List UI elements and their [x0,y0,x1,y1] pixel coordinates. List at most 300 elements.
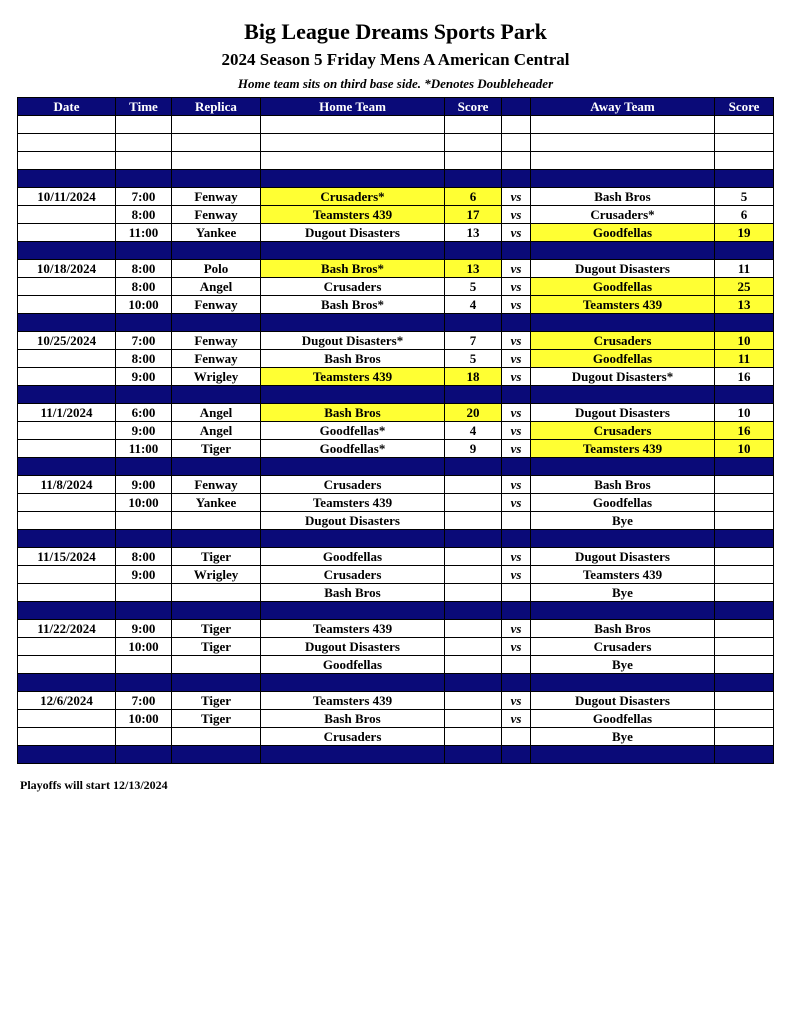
away-team-cell: Crusaders [531,422,715,440]
game-row [18,494,774,512]
date-cell [18,674,116,692]
home-score-cell: 17 [445,206,502,224]
home-team-cell [261,242,445,260]
away-score-cell: 13 [715,296,774,314]
home-team-cell [261,530,445,548]
home-score-cell [445,638,502,656]
game-row [18,278,774,296]
time-cell: 9:00 [116,620,172,638]
vs-cell: vs [502,440,531,458]
replica-cell [172,152,261,170]
away-score-cell [715,152,774,170]
col-header-time: Time [116,98,172,116]
replica-cell [172,530,261,548]
vs-cell [502,746,531,764]
blank-row [18,134,774,152]
away-team-cell: Goodfellas [531,224,715,242]
time-cell [116,746,172,764]
home-team-cell: Dugout Disasters* [261,332,445,350]
page-title: Big League Dreams Sports Park [244,19,547,44]
away-team-cell: Dugout Disasters [531,692,715,710]
game-row [18,638,774,656]
time-cell [116,170,172,188]
away-score-cell: 25 [715,278,774,296]
time-cell: 7:00 [116,692,172,710]
replica-cell: Tiger [172,620,261,638]
vs-cell: vs [502,296,531,314]
col-header-away-team: Away Team [531,98,715,116]
replica-cell [172,602,261,620]
replica-cell: Tiger [172,692,261,710]
home-score-cell: 4 [445,422,502,440]
time-cell: 11:00 [116,440,172,458]
home-score-cell [445,530,502,548]
blank-row [18,152,774,170]
away-score-cell: 16 [715,368,774,386]
replica-cell [172,584,261,602]
time-cell: 8:00 [116,278,172,296]
date-cell [18,602,116,620]
game-row [18,350,774,368]
home-team-cell [261,746,445,764]
away-score-cell [715,656,774,674]
home-score-cell: 5 [445,350,502,368]
vs-cell [502,458,531,476]
time-cell [116,152,172,170]
time-cell: 10:00 [116,638,172,656]
away-team-cell: Dugout Disasters [531,260,715,278]
away-score-cell [715,458,774,476]
date-cell [18,206,116,224]
replica-cell: Angel [172,278,261,296]
separator-row [18,602,774,620]
home-score-cell [445,476,502,494]
home-score-cell [445,674,502,692]
home-team-cell [261,602,445,620]
home-team-cell [261,386,445,404]
away-team-cell [531,170,715,188]
home-score-cell [445,602,502,620]
blank-row [18,116,774,134]
col-header-home-score: Score [445,98,502,116]
away-team-cell: Crusaders* [531,206,715,224]
home-score-cell: 18 [445,368,502,386]
away-score-cell: 10 [715,404,774,422]
home-team-cell: Goodfellas* [261,422,445,440]
vs-cell: vs [502,206,531,224]
vs-cell [502,314,531,332]
replica-cell: Fenway [172,332,261,350]
away-score-cell [715,710,774,728]
home-team-cell: Crusaders [261,278,445,296]
time-cell [116,512,172,530]
replica-cell [172,242,261,260]
date-cell [18,458,116,476]
away-team-cell: Goodfellas [531,710,715,728]
date-cell [18,746,116,764]
away-score-cell [715,566,774,584]
away-team-cell [531,116,715,134]
home-team-cell [261,134,445,152]
date-cell [18,134,116,152]
home-score-cell [445,242,502,260]
away-team-cell [531,134,715,152]
home-score-cell: 9 [445,440,502,458]
date-cell: 10/11/2024 [18,188,116,206]
time-cell: 8:00 [116,350,172,368]
home-team-cell: Teamsters 439 [261,620,445,638]
away-score-cell: 11 [715,350,774,368]
away-team-cell: Bye [531,584,715,602]
game-row [18,224,774,242]
date-cell [18,422,116,440]
replica-cell [172,134,261,152]
replica-cell [172,728,261,746]
home-score-cell: 20 [445,404,502,422]
home-team-cell [261,458,445,476]
game-row [18,404,774,422]
date-cell [18,530,116,548]
vs-cell: vs [502,476,531,494]
home-team-cell: Crusaders* [261,188,445,206]
away-team-cell: Bye [531,728,715,746]
away-score-cell: 10 [715,332,774,350]
date-cell [18,710,116,728]
home-score-cell [445,692,502,710]
away-score-cell: 5 [715,188,774,206]
away-team-cell [531,674,715,692]
date-cell [18,296,116,314]
away-team-cell [531,746,715,764]
date-cell: 12/6/2024 [18,692,116,710]
home-score-cell [445,494,502,512]
away-team-cell: Teamsters 439 [531,566,715,584]
away-team-cell: Goodfellas [531,278,715,296]
time-cell: 7:00 [116,332,172,350]
game-row [18,332,774,350]
home-score-cell: 13 [445,260,502,278]
home-team-cell: Crusaders [261,566,445,584]
away-team-cell [531,386,715,404]
date-cell [18,350,116,368]
home-team-cell [261,674,445,692]
home-team-cell: Dugout Disasters [261,512,445,530]
away-team-cell [531,314,715,332]
replica-cell [172,746,261,764]
col-header-replica: Replica [172,98,261,116]
home-team-cell: Goodfellas [261,548,445,566]
time-cell: 7:00 [116,188,172,206]
away-team-cell [531,530,715,548]
time-cell: 6:00 [116,404,172,422]
date-cell [18,494,116,512]
away-team-cell: Crusaders [531,332,715,350]
vs-cell: vs [502,260,531,278]
date-cell [18,170,116,188]
away-score-cell [715,746,774,764]
vs-cell [502,728,531,746]
away-score-cell [715,530,774,548]
time-cell [116,602,172,620]
replica-cell [172,674,261,692]
separator-row [18,386,774,404]
date-cell [18,224,116,242]
date-cell [18,314,116,332]
game-row [18,476,774,494]
away-team-cell: Bash Bros [531,620,715,638]
away-score-cell: 6 [715,206,774,224]
date-cell: 10/18/2024 [18,260,116,278]
replica-cell: Fenway [172,296,261,314]
home-score-cell [445,170,502,188]
away-team-cell [531,458,715,476]
home-team-cell: Teamsters 439 [261,206,445,224]
away-score-cell [715,494,774,512]
vs-cell: vs [502,710,531,728]
date-cell [18,242,116,260]
away-team-cell: Dugout Disasters* [531,368,715,386]
home-score-cell: 7 [445,332,502,350]
vs-cell [502,530,531,548]
away-score-cell [715,476,774,494]
col-header-vs [502,98,531,116]
home-team-cell: Goodfellas* [261,440,445,458]
vs-cell [502,386,531,404]
date-cell [18,656,116,674]
away-team-cell: Goodfellas [531,350,715,368]
home-team-cell: Goodfellas [261,656,445,674]
away-score-cell [715,602,774,620]
away-team-cell: Dugout Disasters [531,404,715,422]
vs-cell: vs [502,332,531,350]
replica-cell: Fenway [172,350,261,368]
away-score-cell: 16 [715,422,774,440]
game-row [18,566,774,584]
schedule-table [17,97,774,764]
time-cell [116,386,172,404]
separator-row [18,746,774,764]
home-team-cell: Bash Bros* [261,296,445,314]
away-team-cell: Dugout Disasters [531,548,715,566]
vs-cell: vs [502,566,531,584]
game-row [18,656,774,674]
vs-cell [502,602,531,620]
game-row [18,296,774,314]
home-team-cell [261,170,445,188]
game-row [18,422,774,440]
away-team-cell: Bye [531,656,715,674]
vs-cell [502,116,531,134]
home-score-cell [445,746,502,764]
col-header-date: Date [18,98,116,116]
date-cell [18,512,116,530]
game-row [18,620,774,638]
away-score-cell [715,386,774,404]
home-team-cell: Bash Bros [261,584,445,602]
home-score-cell [445,728,502,746]
away-score-cell [715,314,774,332]
away-score-cell [715,728,774,746]
page-subtitle: 2024 Season 5 Friday Mens A American Central [221,50,570,69]
header-row [18,98,774,116]
time-cell [116,674,172,692]
replica-cell: Wrigley [172,368,261,386]
col-header-away-score: Score [715,98,774,116]
vs-cell: vs [502,188,531,206]
date-cell [18,278,116,296]
date-cell [18,386,116,404]
home-score-cell: 6 [445,188,502,206]
vs-cell [502,242,531,260]
away-team-cell: Bash Bros [531,188,715,206]
away-team-cell [531,602,715,620]
game-row [18,548,774,566]
replica-cell: Wrigley [172,566,261,584]
time-cell [116,530,172,548]
replica-cell: Tiger [172,710,261,728]
date-cell: 11/15/2024 [18,548,116,566]
col-header-home-team: Home Team [261,98,445,116]
home-team-cell: Bash Bros [261,350,445,368]
date-cell [18,584,116,602]
away-score-cell: 19 [715,224,774,242]
home-team-cell: Dugout Disasters [261,638,445,656]
replica-cell: Angel [172,404,261,422]
home-team-cell [261,116,445,134]
vs-cell [502,674,531,692]
vs-cell: vs [502,404,531,422]
home-team-cell: Teamsters 439 [261,368,445,386]
schedule-body [18,116,774,764]
away-score-cell [715,674,774,692]
time-cell: 9:00 [116,422,172,440]
away-score-cell [715,242,774,260]
separator-row [18,674,774,692]
date-cell [18,152,116,170]
vs-cell: vs [502,638,531,656]
vs-cell: vs [502,692,531,710]
replica-cell: Fenway [172,188,261,206]
home-score-cell [445,512,502,530]
vs-cell: vs [502,548,531,566]
replica-cell: Yankee [172,494,261,512]
game-row [18,368,774,386]
home-score-cell: 4 [445,296,502,314]
time-cell [116,116,172,134]
game-row [18,206,774,224]
time-cell: 10:00 [116,710,172,728]
date-cell [18,638,116,656]
home-score-cell: 5 [445,278,502,296]
vs-cell: vs [502,368,531,386]
vs-cell: vs [502,278,531,296]
home-team-note: Home team sits on third base side. *Denotes Doubleheader [237,76,554,91]
away-score-cell: 11 [715,260,774,278]
home-team-cell: Dugout Disasters [261,224,445,242]
home-score-cell [445,116,502,134]
time-cell: 9:00 [116,476,172,494]
time-cell: 10:00 [116,494,172,512]
away-score-cell [715,134,774,152]
time-cell [116,134,172,152]
date-cell: 11/22/2024 [18,620,116,638]
home-score-cell [445,584,502,602]
separator-row [18,242,774,260]
away-score-cell [715,638,774,656]
away-score-cell [715,584,774,602]
home-score-cell [445,620,502,638]
away-team-cell: Teamsters 439 [531,440,715,458]
home-score-cell: 13 [445,224,502,242]
vs-cell: vs [502,224,531,242]
away-score-cell [715,512,774,530]
playoffs-note: Playoffs will start 12/13/2024 [20,778,168,792]
date-cell [18,116,116,134]
vs-cell: vs [502,350,531,368]
game-row [18,584,774,602]
away-score-cell [715,620,774,638]
separator-row [18,314,774,332]
time-cell: 8:00 [116,548,172,566]
home-score-cell [445,314,502,332]
date-cell [18,440,116,458]
replica-cell: Fenway [172,476,261,494]
time-cell: 8:00 [116,206,172,224]
game-row [18,260,774,278]
replica-cell: Tiger [172,440,261,458]
away-team-cell [531,242,715,260]
replica-cell: Polo [172,260,261,278]
replica-cell [172,386,261,404]
time-cell [116,314,172,332]
date-cell: 11/1/2024 [18,404,116,422]
time-cell: 11:00 [116,224,172,242]
away-team-cell: Goodfellas [531,494,715,512]
home-score-cell [445,134,502,152]
time-cell: 8:00 [116,260,172,278]
away-score-cell [715,692,774,710]
home-score-cell [445,548,502,566]
home-team-cell: Bash Bros* [261,260,445,278]
separator-row [18,458,774,476]
time-cell [116,584,172,602]
separator-row [18,530,774,548]
replica-cell [172,170,261,188]
vs-cell [502,134,531,152]
date-cell [18,566,116,584]
separator-row [18,170,774,188]
time-cell: 9:00 [116,368,172,386]
home-score-cell [445,710,502,728]
vs-cell [502,170,531,188]
replica-cell [172,314,261,332]
replica-cell: Angel [172,422,261,440]
game-row [18,188,774,206]
replica-cell: Tiger [172,548,261,566]
vs-cell [502,584,531,602]
away-team-cell: Crusaders [531,638,715,656]
time-cell: 9:00 [116,566,172,584]
away-score-cell: 10 [715,440,774,458]
game-row [18,512,774,530]
time-cell [116,656,172,674]
replica-cell: Fenway [172,206,261,224]
date-cell [18,368,116,386]
date-cell [18,728,116,746]
game-row [18,728,774,746]
replica-cell [172,512,261,530]
date-cell: 10/25/2024 [18,332,116,350]
